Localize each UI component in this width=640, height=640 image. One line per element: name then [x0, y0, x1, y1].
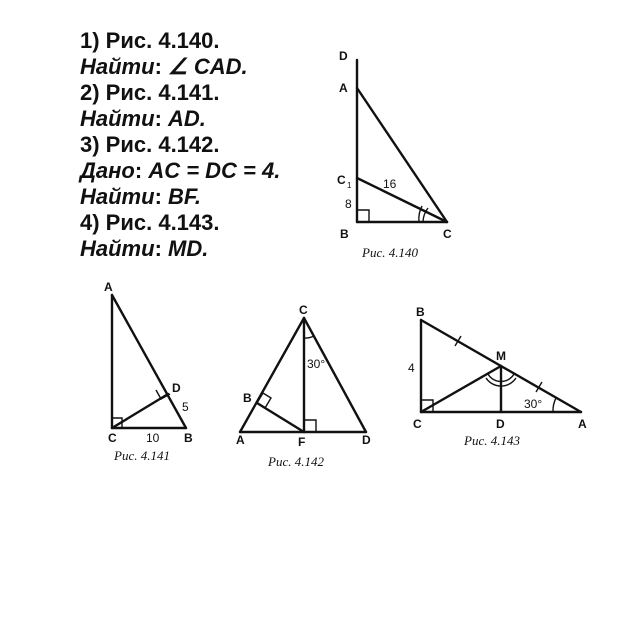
point-c1-label: C [337, 173, 346, 187]
task-4-header: 4) Рис. 4.143. [80, 210, 220, 235]
point-b-label: B [416, 305, 425, 319]
segment-fb [257, 403, 304, 432]
figure-caption: Рис. 4.141 [114, 448, 170, 463]
find-label: Найти [80, 236, 155, 261]
task-1-find: Найти: ∠ CAD. [80, 54, 248, 79]
segment-ac [240, 318, 304, 432]
point-f-label: F [298, 435, 306, 449]
find-value: BF. [168, 184, 202, 209]
angle-arc-a [553, 398, 556, 412]
point-m-label: M [496, 349, 506, 363]
right-angle-mark-f [304, 420, 316, 432]
task-3-given: Дано: AC = DC = 4. [80, 158, 281, 183]
task-3-header: 3) Рис. 4.142. [80, 132, 220, 157]
task-4-find: Найти: MD. [80, 236, 209, 261]
length-c1c: 16 [383, 177, 397, 191]
point-d-label: D [172, 381, 181, 395]
point-c-label: C [443, 227, 452, 241]
point-a-label: A [236, 433, 245, 447]
find-value: AD. [168, 106, 206, 131]
point-b-label: B [184, 431, 193, 445]
find-label: Найти [80, 184, 155, 209]
right-angle-mark [357, 210, 369, 222]
angle-value: 30° [524, 397, 543, 411]
figure-caption: Рис. 4.143 [464, 433, 520, 448]
length-db: 5 [182, 400, 189, 414]
point-a-label: A [104, 280, 113, 294]
figure-4-141 [104, 280, 193, 463]
task-2-find: Найти: AD. [80, 106, 206, 131]
point-d-label: D [362, 433, 371, 447]
figure-caption: Рис. 4.142 [268, 454, 324, 469]
segment-ac [357, 88, 447, 222]
point-a-label: A [578, 417, 587, 431]
point-b-label: B [340, 227, 349, 241]
given-label: Дано [80, 158, 135, 183]
length-bc1: 8 [345, 197, 352, 211]
figure-4-143 [408, 305, 587, 448]
angle-value: 30° [307, 357, 326, 371]
point-a-label: A [339, 81, 348, 95]
point-c-label: C [108, 431, 117, 445]
length-cb: 10 [146, 431, 160, 445]
angle-arc-c [304, 336, 314, 338]
point-c-label: C [299, 303, 308, 317]
point-d-label: D [496, 417, 505, 431]
find-value: ∠ CAD. [168, 54, 248, 79]
find-label: Найти [80, 54, 155, 79]
point-d-label: D [339, 49, 348, 63]
task-2-header: 2) Рис. 4.141. [80, 80, 220, 105]
figure-4-140 [337, 49, 452, 260]
find-label: Найти [80, 106, 155, 131]
segment-cd [112, 394, 168, 428]
point-c-label: C [413, 417, 422, 431]
task-1-header: 1) Рис. 4.140. [80, 28, 220, 53]
find-value: MD. [168, 236, 209, 261]
segment-ab [112, 295, 186, 428]
segment-cd [304, 318, 366, 432]
task-3-find: Найти: BF. [80, 184, 202, 209]
point-b-label: B [243, 391, 252, 405]
figure-caption: Рис. 4.140 [362, 245, 418, 260]
right-angle-mark-b [263, 393, 271, 408]
figure-4-142 [236, 303, 371, 469]
length-bc: 4 [408, 361, 415, 375]
given-value: AC = DC = 4. [148, 158, 281, 183]
point-c1-subscript: 1 [347, 181, 352, 190]
